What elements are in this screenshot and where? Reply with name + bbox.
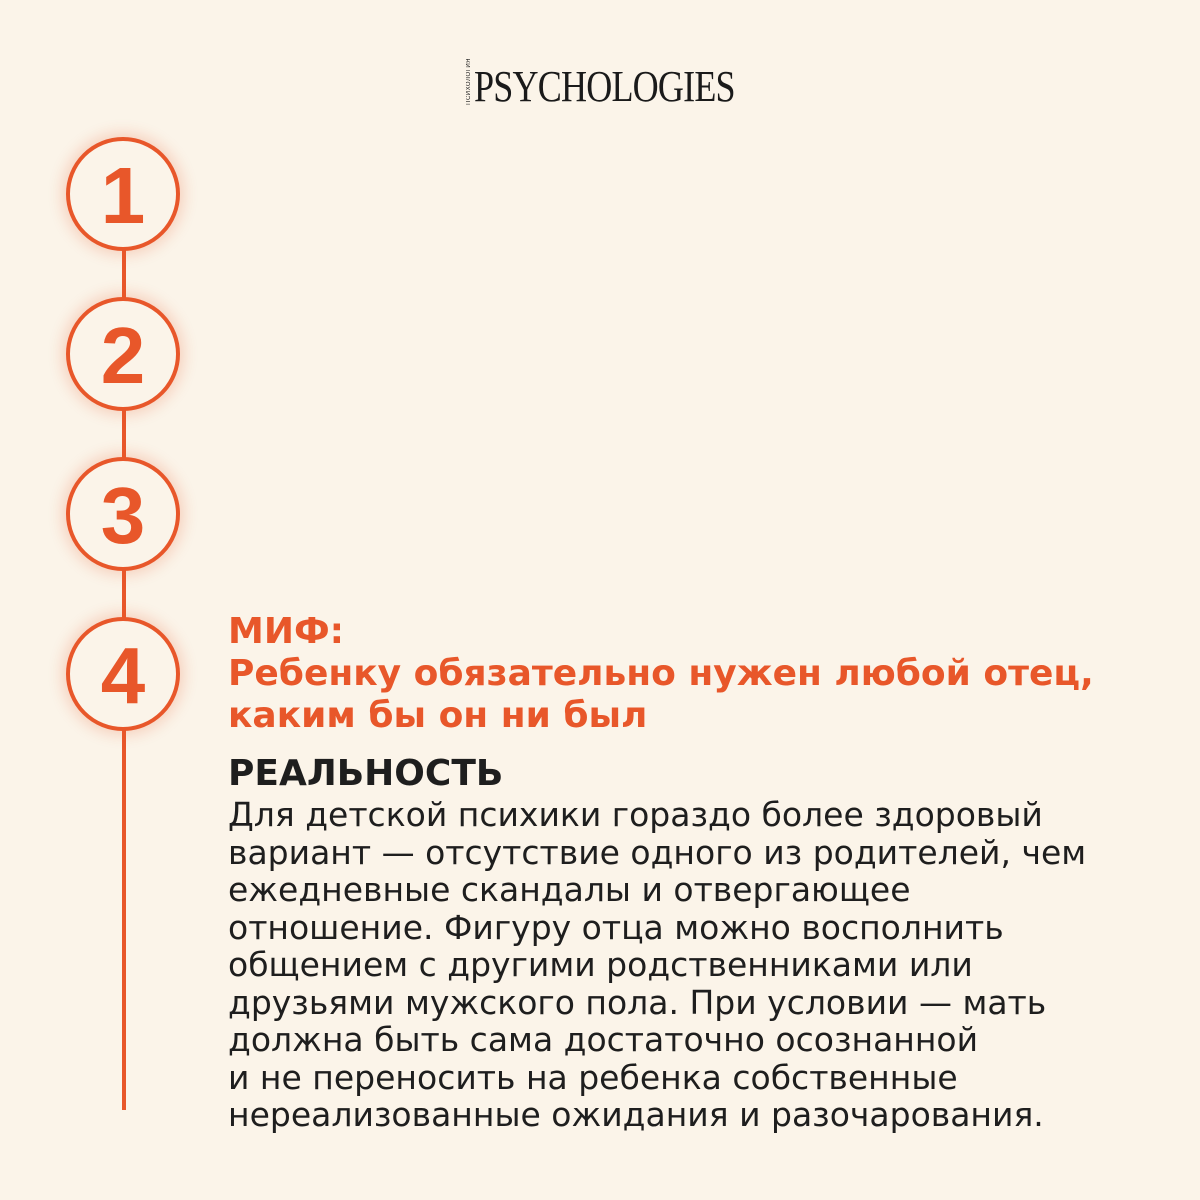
logo-wordmark: PSYCHOLOGIES [473, 61, 735, 111]
logo-tagline: ПСИХОЛОГИЯ [465, 58, 472, 105]
step-number: 2 [100, 311, 146, 400]
step-circle-1[interactable] [66, 137, 180, 251]
step-circle-3[interactable] [66, 457, 180, 571]
myth-label: МИФ: [228, 611, 345, 652]
brand-logo [0, 58, 1200, 109]
step-number: 1 [100, 151, 146, 240]
myth-line-1: Ребенку обязательно нужен любой отец, [228, 653, 1094, 694]
step-number: 4 [100, 631, 146, 720]
step-number: 3 [100, 471, 146, 560]
step-circle-4-active[interactable] [66, 617, 180, 731]
reality-text: Для детской психики гораздо более здоровый вариант — отсутствие одного из родителей, чем ежедневные скандалы и отвергающее отношение. Фигуру отца можно восполнить общением с другими родственниками или друзьями мужского пола. При условии — мать должна быть сама достаточно осознанной и не переносить на ребенка собственные нереализованные ожидания и разочарования. [228, 795, 1087, 1134]
myth-block [228, 611, 1158, 737]
reality-label: РЕАЛЬНОСТЬ [228, 753, 504, 794]
myth-line-2: каким бы он ни был [228, 695, 648, 736]
reality-block [228, 752, 1178, 1134]
step-circle-2[interactable] [66, 297, 180, 411]
